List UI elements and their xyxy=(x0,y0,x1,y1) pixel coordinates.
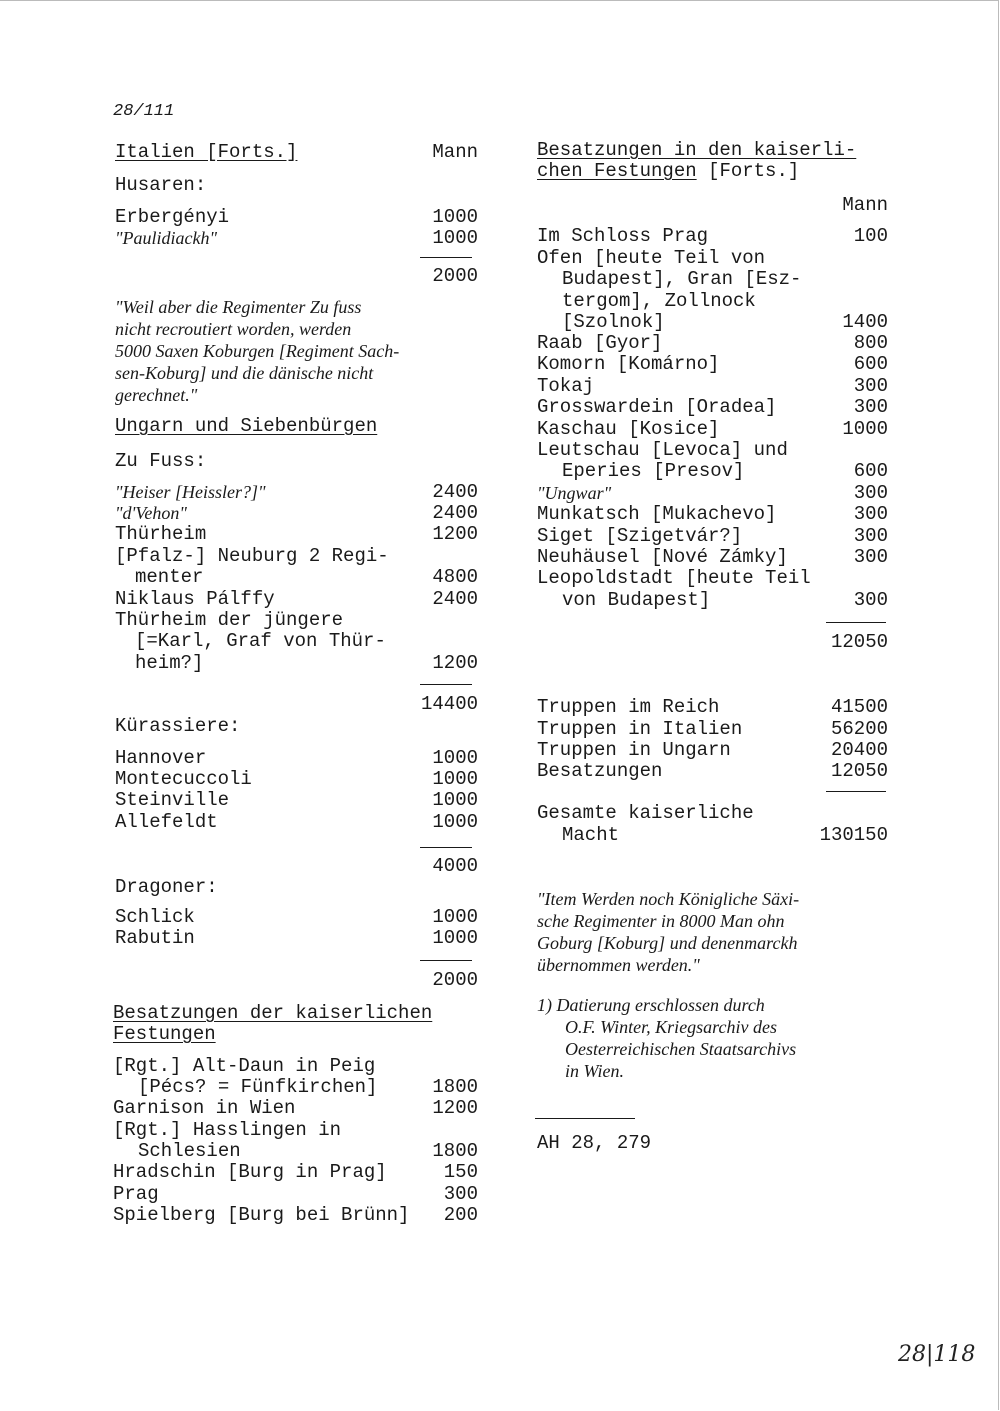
dragoner-heading: Dragoner: xyxy=(115,876,218,898)
list-item-name: Kaschau [Kosice] xyxy=(537,418,720,440)
list-item-name: Tokaj xyxy=(537,375,595,397)
mann-label: Mann xyxy=(432,141,478,163)
list-item-name: Budapest], Gran [Esz- xyxy=(562,268,802,290)
list-item-name: Ofen [heute Teil von xyxy=(537,247,766,269)
summary-value: 41500 xyxy=(830,696,888,718)
summary-value: 12050 xyxy=(830,760,888,782)
list-item-value: 1200 xyxy=(432,523,478,545)
footnote-line: O.F. Winter, Kriegsarchiv des xyxy=(565,1017,777,1037)
list-item-value: 300 xyxy=(853,482,888,504)
list-item-value: 100 xyxy=(853,225,888,247)
list-item-value: 2400 xyxy=(432,588,478,610)
list-item-value: 300 xyxy=(853,589,888,611)
list-item-name: Siget [Szigetvár?] xyxy=(537,525,743,547)
list-item-name: Leopoldstadt [heute Teil xyxy=(537,567,811,589)
list-item-value: 1000 xyxy=(432,747,478,769)
sum-rule xyxy=(826,622,886,623)
list-item-name: von Budapest] xyxy=(562,589,711,611)
list-item-value: 2400 xyxy=(432,502,478,524)
husaren-heading: Husaren: xyxy=(115,174,207,196)
kuerassiere-total: 4000 xyxy=(432,855,478,877)
footnote-line: in Wien. xyxy=(565,1061,624,1081)
grand-total-label: Gesamte kaiserliche xyxy=(537,802,754,824)
summary-name: Truppen im Reich xyxy=(537,696,720,718)
list-item-value: 1000 xyxy=(432,811,478,833)
list-item-value: 1000 xyxy=(432,227,478,249)
summary-name: Besatzungen xyxy=(537,760,663,782)
right-heading: Besatzungen in den kaiserli- xyxy=(537,139,857,161)
grand-total-label: Macht xyxy=(562,824,620,846)
list-item-name: Thürheim xyxy=(115,523,207,545)
sum-rule xyxy=(420,684,472,685)
quote-line: nicht recroutiert worden, werden xyxy=(115,319,352,339)
ungarn-heading: Ungarn und Siebenbürgen xyxy=(115,415,378,437)
list-item-value: 200 xyxy=(443,1204,478,1226)
list-item-name: Allefeldt xyxy=(115,811,218,833)
list-item-name: Munkatsch [Mukachevo] xyxy=(537,503,777,525)
list-item-name: [=Karl, Graf von Thür- xyxy=(135,630,386,652)
list-item-name: "Paulidiackh" xyxy=(115,228,218,248)
list-item-name: Rabutin xyxy=(115,927,195,949)
besatzungen-heading: Festungen xyxy=(113,1023,216,1045)
sum-rule xyxy=(420,847,472,848)
summary-value: 56200 xyxy=(830,718,888,740)
grand-total-value: 130150 xyxy=(819,824,888,846)
garrison-total: 12050 xyxy=(830,631,888,653)
zufuss-heading: Zu Fuss: xyxy=(115,450,207,472)
list-item-value: 300 xyxy=(443,1183,478,1205)
list-item-value: 1000 xyxy=(432,789,478,811)
list-item-value: 1000 xyxy=(432,768,478,790)
list-item-name: tergom], Zollnock xyxy=(562,290,756,312)
list-item-value: 1000 xyxy=(432,206,478,228)
besatzungen-heading: Besatzungen der kaiserlichen xyxy=(113,1002,433,1024)
zufuss-total: 14400 xyxy=(420,693,478,715)
list-item-name: Schlick xyxy=(115,906,195,928)
quote-line: "Item Werden noch Königliche Säxi- xyxy=(537,889,800,909)
list-item-value: 300 xyxy=(853,525,888,547)
quote-line: 5000 Saxen Koburgen [Regiment Sach- xyxy=(115,341,400,361)
list-item-value: 1800 xyxy=(432,1076,478,1098)
list-item-name: Erbergényi xyxy=(115,206,230,228)
kuerassiere-heading: Kürassiere: xyxy=(115,715,241,737)
list-item-name: heim?] xyxy=(135,652,204,674)
handwritten-page-number: 28|118 xyxy=(898,1342,976,1367)
left-heading: Italien [Forts.] xyxy=(115,141,298,163)
summary-name: Truppen in Italien xyxy=(537,718,743,740)
list-item-value: 300 xyxy=(853,503,888,525)
list-item-name: Steinville xyxy=(115,789,230,811)
list-item-name: Spielberg [Burg bei Brünn] xyxy=(113,1204,410,1226)
list-item-name: Prag xyxy=(113,1183,159,1205)
list-item-value: 300 xyxy=(853,375,888,397)
list-item-name: [Szolnok] xyxy=(562,311,665,333)
footnote-line: 1) Datierung erschlossen durch xyxy=(537,995,765,1015)
list-item-name: Eperies [Presov] xyxy=(562,460,745,482)
footnote-line: Oesterreichischen Staatsarchivs xyxy=(565,1039,797,1059)
summary-value: 20400 xyxy=(830,739,888,761)
list-item-value: 800 xyxy=(853,332,888,354)
list-item-value: 1000 xyxy=(432,906,478,928)
list-item-name: Hannover xyxy=(115,747,207,769)
list-item-name: [Rgt.] Alt-Daun in Peig xyxy=(113,1055,376,1077)
sum-rule xyxy=(826,791,886,792)
list-item-name: "Heiser [Heissler?]" xyxy=(115,482,266,502)
list-item-value: 2400 xyxy=(432,481,478,503)
list-item-name: Neuhäusel [Nové Zámky] xyxy=(537,546,788,568)
list-item-name: Schlesien xyxy=(138,1140,241,1162)
summary-name: Truppen in Ungarn xyxy=(537,739,731,761)
list-item-name: Niklaus Pálffy xyxy=(115,588,275,610)
list-item-name: "d'Vehon" xyxy=(115,503,187,523)
list-item-name: Hradschin [Burg in Prag] xyxy=(113,1161,387,1183)
list-item-name: Garnison in Wien xyxy=(113,1097,296,1119)
quote-line: sen-Koburg] und die dänische nicht xyxy=(115,363,374,383)
list-item-value: 600 xyxy=(853,460,888,482)
list-item-value: 300 xyxy=(853,546,888,568)
list-item-name: Im Schloss Prag xyxy=(537,225,709,247)
list-item-name: [Pécs? = Fünfkirchen] xyxy=(138,1076,378,1098)
sum-rule xyxy=(420,960,472,961)
list-item-value: 300 xyxy=(853,396,888,418)
quote-line: gerechnet." xyxy=(115,385,198,405)
list-item-value: 1800 xyxy=(432,1140,478,1162)
list-item-value: 1000 xyxy=(842,418,888,440)
footnote-rule xyxy=(535,1118,635,1119)
list-item-name: [Rgt.] Hasslingen in xyxy=(113,1119,342,1141)
quote-line: "Weil aber die Regimenter Zu fuss xyxy=(115,297,362,317)
list-item-value: 4800 xyxy=(432,566,478,588)
list-item-name: Komorn [Komárno] xyxy=(537,353,720,375)
list-item-name: [Pfalz-] Neuburg 2 Regi- xyxy=(115,545,389,567)
list-item-name: Montecuccoli xyxy=(115,768,252,790)
list-item-name: Raab [Gyor] xyxy=(537,332,663,354)
dragoner-total: 2000 xyxy=(432,969,478,991)
right-heading-underlined: chen Festungen xyxy=(537,160,697,182)
quote-line: sche Regimenter in 8000 Man ohn xyxy=(537,911,785,931)
list-item-value: 150 xyxy=(443,1161,478,1183)
list-item-value: 1000 xyxy=(432,927,478,949)
mann-label: Mann xyxy=(842,194,888,216)
quote-line: übernommen werden." xyxy=(537,955,700,975)
husaren-total: 2000 xyxy=(432,265,478,287)
list-item-name: menter xyxy=(135,566,204,588)
list-item-value: 1200 xyxy=(432,652,478,674)
list-item-name: Grosswardein [Oradea] xyxy=(537,396,777,418)
page-label: 28/111 xyxy=(113,102,175,121)
sum-rule xyxy=(420,257,472,258)
list-item-name: Leutschau [Levoca] und xyxy=(537,439,788,461)
quote-line: Goburg [Koburg] und denenmarckh xyxy=(537,933,798,953)
list-item-value: 1400 xyxy=(842,311,888,333)
source-reference: AH 28, 279 xyxy=(537,1132,652,1154)
right-heading xyxy=(537,160,799,182)
list-item-value: 600 xyxy=(853,353,888,375)
right-heading-forts: [Forts.] xyxy=(696,160,800,182)
list-item-name: Thürheim der jüngere xyxy=(115,609,344,631)
list-item-value: 1200 xyxy=(432,1097,478,1119)
list-item-name: "Ungwar" xyxy=(537,483,612,503)
